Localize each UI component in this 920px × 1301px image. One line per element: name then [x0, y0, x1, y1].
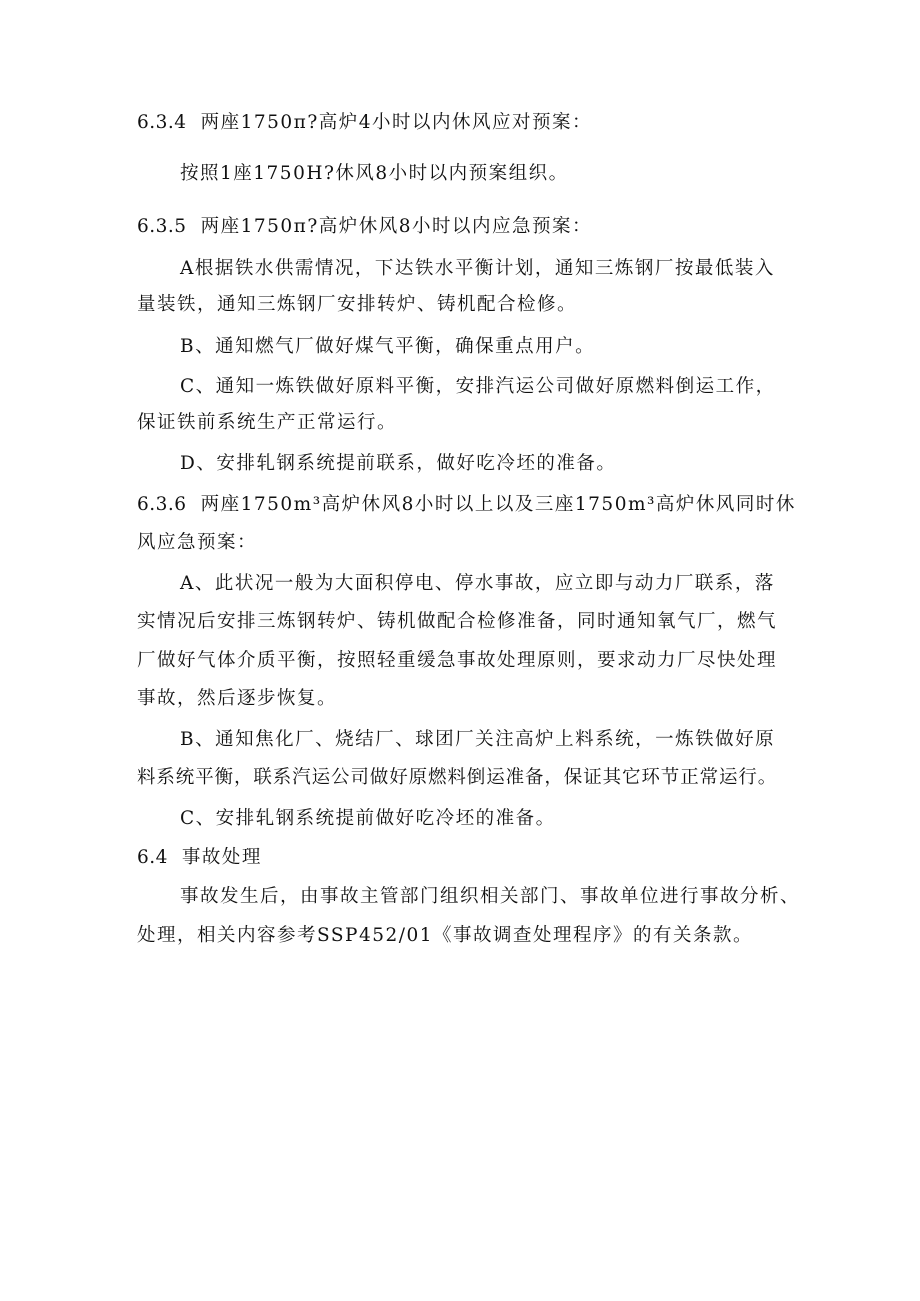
- paragraph-line: 按照1座1750H?休风8小时以内预案组织。: [180, 163, 569, 184]
- section-heading-6-3-6: [137, 492, 796, 518]
- paragraph-line: A、此状况一般为大面积停电、停水事故，应立即与动力厂联系，落: [180, 573, 775, 594]
- paragraph-line: C、安排轧钢系统提前做好吃冷坯的准备。: [180, 808, 556, 829]
- section-title: 两座1750m³高炉休风8小时以上以及三座1750m³高炉休风同时休: [200, 494, 796, 515]
- section-heading-6-3-4: [137, 110, 592, 136]
- section-heading-6-4: [137, 845, 262, 871]
- paragraph-line: 料系统平衡，联系汽运公司做好原燃料倒运准备，保证其它环节正常运行。: [137, 767, 778, 788]
- paragraph-line: 保证铁前系统生产正常运行。: [137, 412, 398, 433]
- paragraph-line: B、通知燃气厂做好煤气平衡，确保重点用户。: [180, 336, 596, 357]
- section-number: 6.4: [137, 847, 168, 868]
- paragraph-line: 处理，相关内容参考SSP452/01《事故调查处理程序》的有关条款。: [137, 925, 754, 946]
- paragraph-line: B、通知焦化厂、烧结厂、球团厂关注高炉上料系统，一炼铁做好原: [180, 729, 776, 750]
- paragraph-line: 实情况后安排三炼钢转炉、铸机做配合检修准备，同时通知氧气厂，燃气: [137, 611, 778, 632]
- paragraph-line: A根据铁水供需情况，下达铁水平衡计划，通知三炼钢厂按最低装入: [180, 258, 775, 279]
- paragraph-line: 风应急预案：: [137, 532, 258, 553]
- section-title: 两座1750π?高炉休风8小时以内应急预案：: [200, 216, 593, 237]
- paragraph-line: 量装铁，通知三炼钢厂安排转炉、铸机配合检修。: [137, 294, 578, 315]
- section-title: 事故处理: [181, 847, 262, 868]
- section-number: 6.3.5: [137, 216, 187, 237]
- paragraph-line: 事故发生后，由事故主管部门组织相关部门、事故单位进行事故分析、: [180, 886, 801, 907]
- section-title: 两座1750π?高炉4小时以内休风应对预案：: [200, 112, 593, 133]
- paragraph-line: 事故，然后逐步恢复。: [137, 688, 338, 709]
- section-number: 6.3.6: [137, 494, 187, 515]
- section-number: 6.3.4: [137, 112, 187, 133]
- section-heading-6-3-5: [137, 214, 592, 240]
- paragraph-line: C、通知一炼铁做好原料平衡，安排汽运公司做好原燃料倒运工作，: [180, 376, 776, 397]
- paragraph-line: D、安排轧钢系统提前联系，做好吃冷坯的准备。: [180, 453, 617, 474]
- paragraph-line: 厂做好气体介质平衡，按照轻重缓急事故处理原则，要求动力厂尽快处理: [137, 650, 778, 671]
